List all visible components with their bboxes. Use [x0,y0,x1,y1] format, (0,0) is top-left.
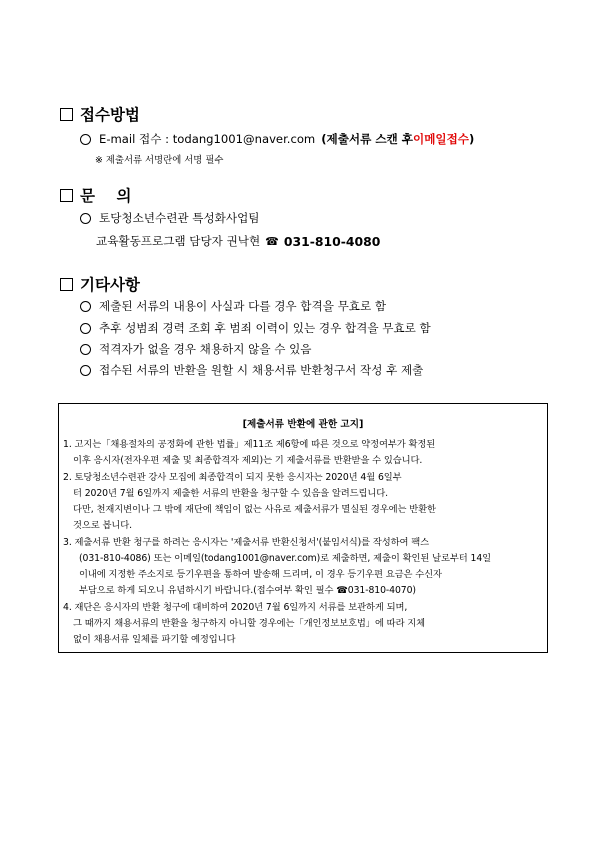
inquiry-phone: 031-810-4080 [283,233,381,249]
other-item-text: 추후 성범죄 경력 조회 후 범죄 이력이 있는 경우 합격을 무효로 함 [99,321,431,335]
checkbox-square-icon [60,278,73,291]
inquiry-org-item [80,210,259,226]
notice-line: 없이 채용서류 일체를 파기할 예정입니다 [73,634,236,645]
inquiry-org: 토당청소년수련관 특성화사업팀 [99,211,260,225]
circle-bullet-icon [80,323,91,334]
circle-bullet-icon [80,213,91,224]
other-item [80,320,431,336]
notice-title: [제출서류 반환에 관한 고지] [242,419,364,430]
reception-email-close: ) [469,132,475,146]
notice-line: 터 2020년 7월 6일까지 제출한 서류의 반환을 청구할 수 있음을 알려드립니다. [73,488,388,499]
circle-bullet-icon [80,365,91,376]
notice-line: 2. 토당청소년수련관 강사 모집에 최종합격이 되지 못한 응시자는 2020년 4월 6일부 [63,472,402,483]
reception-email-item [80,131,474,147]
notice-line: 그 때까지 채용서류의 반환을 청구하지 아니할 경우에는「개인정보보호법」에 따라 지체 [73,618,426,629]
notice-line: (031-810-4086) 또는 이메일(todang1001@naver.com)로 제출하면, 제출이 확인된 날로부터 14일 [79,553,492,564]
telephone-icon: ☎ [265,234,279,248]
notice-line: 다만, 천재지변이나 그 밖에 재단에 책임이 없는 사유로 제출서류가 멸실된 경우에는 반환한 [73,504,436,515]
notice-line: 이후 응시자(전자우편 제출 및 최종합격자 제외)는 기 제출서류를 반환받을 수 있습니다. [73,455,423,466]
inquiry-contact-item [96,233,380,249]
other-item-text: 적격자가 없을 경우 채용하지 않을 수 있음 [99,342,312,356]
inquiry-contact: 교육활동프로그램 담당자 권낙현 [96,234,261,248]
section-heading-inquiry [60,184,132,206]
circle-bullet-icon [80,134,91,145]
checkbox-square-icon [60,189,73,202]
notice-line: 3. 제출서류 반환 청구를 하려는 응시자는 '제출서류 반환신청서'(붙임서식)를 작성하여 팩스 [63,537,430,548]
notice-line: 부담으로 하게 되오니 유념하시기 바랍니다.(접수여부 확인 필수 ☎031-810-4070) [79,585,416,596]
reception-note: ※ 제출서류 서명란에 서명 필수 [95,155,224,166]
other-item [80,298,386,314]
other-item-text: 접수된 서류의 반환을 원할 시 채용서류 반환청구서 작성 후 제출 [99,363,424,377]
reception-email-red: 이메일접수 [413,132,469,146]
notice-line: 것으로 봅니다. [73,520,132,531]
other-heading: 기타사항 [80,276,140,294]
notice-line: 1. 고지는「채용절차의 공정화에 관한 법률」제11조 제6항에 따른 것으로 약정여부가 확정된 [63,439,436,450]
reception-email-emphasis: (제출서류 스캔 후 [321,132,413,146]
notice-box [58,403,548,653]
reception-heading: 접수방법 [80,106,140,124]
inquiry-heading: 문 의 [80,187,132,205]
other-item [80,362,423,378]
other-item [80,341,312,357]
notice-line: 이내에 지정한 주소지로 등기우편을 통하여 발송해 드리며, 이 경우 등기우편 요금은 수신자 [79,569,442,580]
reception-email-label: E-mail 접수 : todang1001@naver.com [99,132,316,146]
circle-bullet-icon [80,301,91,312]
section-heading-reception [60,103,140,125]
other-item-text: 제출된 서류의 내용이 사실과 다를 경우 합격을 무효로 함 [99,299,387,313]
notice-line: 4. 재단은 응시자의 반환 청구에 대비하여 2020년 7월 6일까지 서류를 보관하게 되며, [63,602,408,613]
checkbox-square-icon [60,108,73,121]
circle-bullet-icon [80,344,91,355]
section-heading-other [60,273,140,295]
